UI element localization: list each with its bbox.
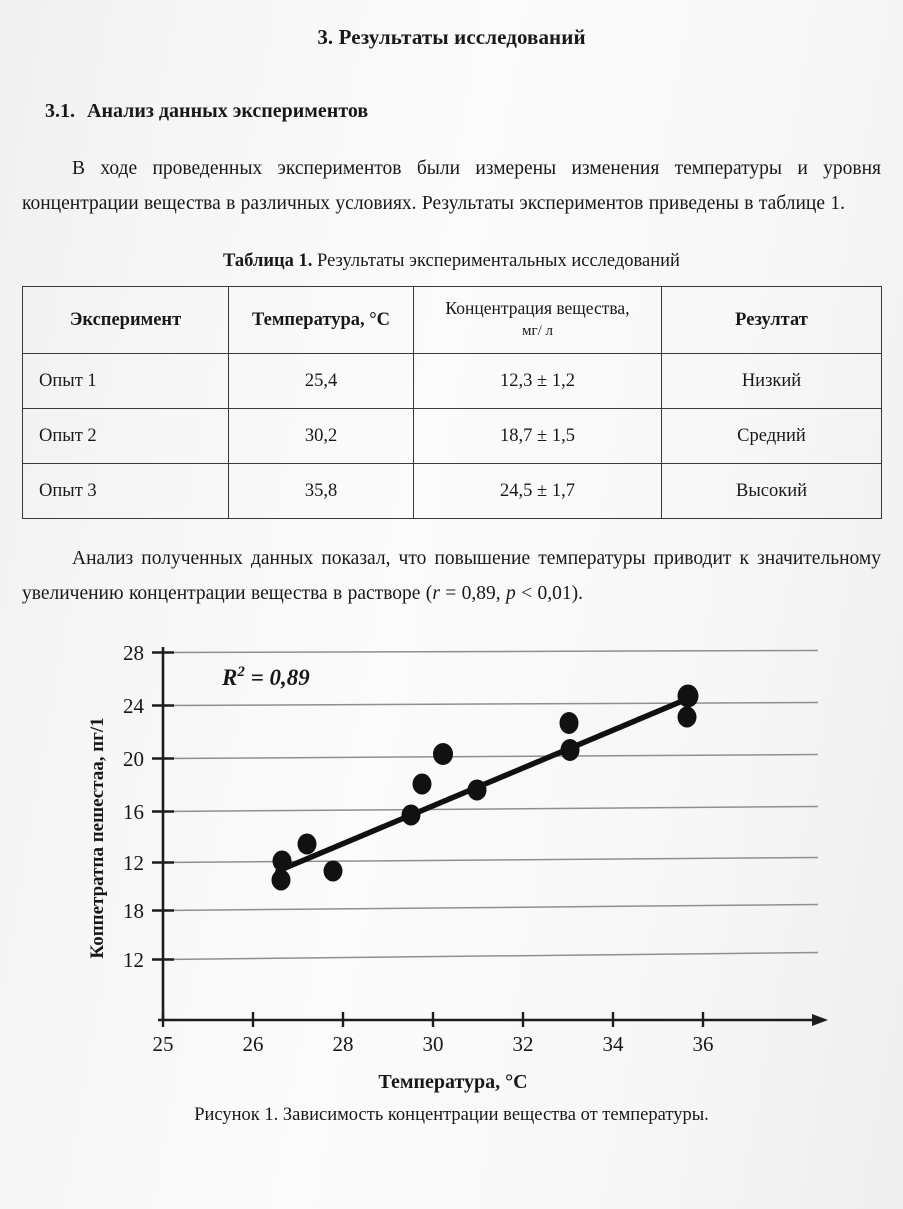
data-point — [324, 861, 343, 882]
cell-concentration: 24,5 ± 1,7 — [414, 464, 662, 519]
stat-symbol-r: r — [432, 583, 440, 604]
table-caption-label: Таблица 1. — [223, 251, 313, 271]
y-tick-label: 20 — [123, 747, 144, 771]
figure-caption — [0, 1103, 903, 1126]
data-point — [402, 805, 421, 826]
y-tick-label: 12 — [123, 851, 144, 875]
r-squared-label: R — [222, 665, 238, 690]
cell-result: Средний — [662, 409, 882, 464]
analysis-text-3: < 0,01). — [515, 583, 584, 604]
cell-experiment: Опыт 2 — [23, 409, 229, 464]
r-squared-annotation — [221, 664, 310, 690]
x-tick-label: 28 — [332, 1032, 354, 1056]
y-tick-label: 12 — [123, 948, 144, 972]
figure-scatter-plot — [0, 623, 903, 1103]
chart-gridlines — [163, 651, 818, 960]
data-point — [273, 851, 292, 872]
section-heading: 3. Результаты исследований — [317, 25, 586, 49]
data-point — [413, 774, 432, 795]
x-tick-label: 32 — [512, 1032, 534, 1056]
x-tick-label: 25 — [152, 1032, 174, 1056]
table-header-result: Резултат — [662, 287, 882, 354]
table-row — [23, 354, 882, 409]
data-point — [678, 685, 699, 708]
subsection-heading — [0, 50, 903, 123]
y-tick-label: 16 — [123, 800, 144, 824]
table-header-concentration-main: Концентрация вещества, — [445, 298, 630, 318]
figure-caption-text: Зависимость концентрации вещества от температуры. — [282, 1105, 709, 1125]
y-axis-title: Коппетратпа пешестаа, пг/1 — [87, 717, 108, 959]
data-point — [561, 739, 580, 761]
y-tick-label: 24 — [123, 694, 144, 718]
scatter-chart — [0, 623, 903, 1103]
x-axis-tick-labels — [153, 1032, 714, 1056]
table-row — [23, 409, 882, 464]
cell-experiment: Опыт 3 — [23, 464, 229, 519]
y-tick-label: 28 — [123, 641, 144, 665]
cell-result: Высокий — [662, 464, 882, 519]
cell-temperature: 25,4 — [229, 354, 414, 409]
subsection-number: 3.1. — [45, 100, 75, 122]
table-header-row — [23, 287, 882, 354]
data-point — [272, 870, 291, 891]
r-squared-exponent: 2 — [237, 664, 245, 680]
data-point — [433, 743, 453, 765]
x-tick-label: 36 — [692, 1032, 714, 1056]
data-point — [298, 834, 317, 855]
y-tick-label: 18 — [123, 899, 144, 923]
r-squared-value: = 0,89 — [244, 665, 310, 690]
y-axis-tick-labels — [123, 641, 145, 972]
cell-temperature: 35,8 — [229, 464, 414, 519]
table-header-temperature: Температура, °C — [229, 287, 414, 354]
table-header-concentration — [414, 287, 662, 354]
data-point — [678, 707, 697, 728]
cell-experiment: Опыт 1 — [23, 354, 229, 409]
x-axis-title: Температура, °C — [378, 1071, 528, 1093]
table-header-experiment: Эксперимент — [23, 287, 229, 354]
analysis-text-2: = 0,89, — [439, 583, 507, 604]
figure-caption-label: Рисунок 1. — [194, 1105, 279, 1125]
table-header-concentration-units: мг/ л — [521, 323, 554, 339]
subsection-title: Анализ данных экспериментов — [87, 100, 369, 122]
x-tick-label: 34 — [602, 1032, 624, 1056]
results-table — [22, 286, 882, 519]
analysis-text-1: Анализ полученных данных показал, что повышение температуры приводит к значительному увеличению концентрации вещества в растворе ( — [22, 548, 881, 604]
cell-temperature: 30,2 — [229, 409, 414, 464]
table-row — [23, 464, 882, 519]
x-tick-label: 30 — [422, 1032, 444, 1056]
data-point — [560, 712, 579, 734]
x-tick-label: 26 — [242, 1032, 264, 1056]
table-caption — [0, 221, 903, 272]
cell-result: Низкий — [662, 354, 882, 409]
stat-symbol-p: p — [506, 583, 516, 604]
cell-concentration: 18,7 ± 1,5 — [414, 409, 662, 464]
cell-concentration: 12,3 ± 1,2 — [414, 354, 662, 409]
data-point — [468, 780, 487, 801]
x-axis-arrowhead — [812, 1014, 828, 1026]
paragraph-intro: В ходе проведенных экспериментов были измерены изменения температуры и уровня концентрации вещества в различных условиях. Результаты экспериментов приведены в таблице 1. — [22, 158, 881, 214]
paragraph-analysis — [0, 519, 903, 611]
table-caption-text: Результаты экспериментальных исследований — [317, 251, 680, 271]
